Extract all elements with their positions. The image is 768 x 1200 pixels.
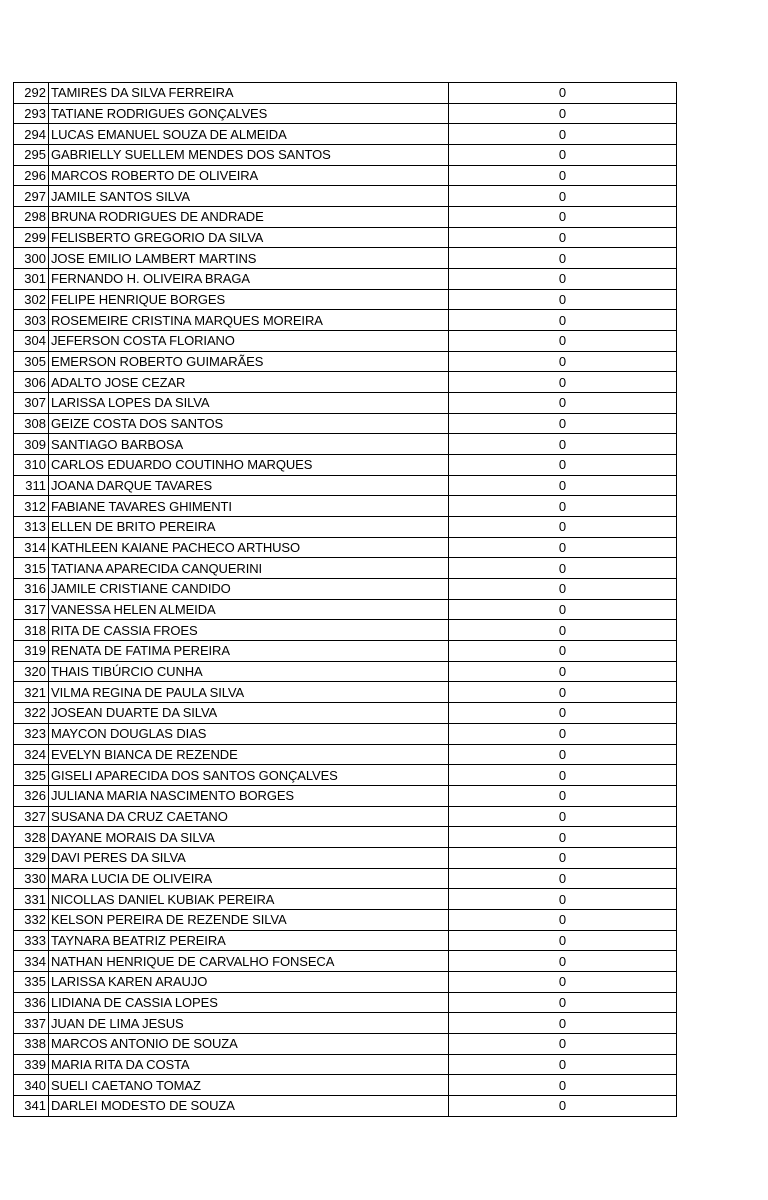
row-number: 308	[14, 413, 49, 434]
candidate-name: MARIA RITA DA COSTA	[49, 1054, 449, 1075]
candidate-score: 0	[449, 847, 677, 868]
results-table	[13, 82, 677, 1117]
row-number: 326	[14, 785, 49, 806]
candidate-score: 0	[449, 310, 677, 331]
table-row	[14, 785, 677, 806]
row-number: 299	[14, 227, 49, 248]
candidate-name: KELSON PEREIRA DE REZENDE SILVA	[49, 909, 449, 930]
row-number: 317	[14, 599, 49, 620]
row-number: 327	[14, 806, 49, 827]
row-number: 319	[14, 641, 49, 662]
candidate-name: FELISBERTO GREGORIO DA SILVA	[49, 227, 449, 248]
table-row	[14, 289, 677, 310]
table-row	[14, 930, 677, 951]
results-table-body	[14, 83, 677, 1117]
candidate-score: 0	[449, 661, 677, 682]
table-row	[14, 145, 677, 166]
candidate-score: 0	[449, 909, 677, 930]
candidate-score: 0	[449, 269, 677, 290]
table-row	[14, 868, 677, 889]
table-row	[14, 372, 677, 393]
candidate-score: 0	[449, 496, 677, 517]
table-row	[14, 351, 677, 372]
candidate-name: MARCOS ANTONIO DE SOUZA	[49, 1033, 449, 1054]
row-number: 294	[14, 124, 49, 145]
table-row	[14, 889, 677, 910]
candidate-name: DARLEI MODESTO DE SOUZA	[49, 1095, 449, 1116]
candidate-name: TATIANE RODRIGUES GONÇALVES	[49, 103, 449, 124]
row-number: 341	[14, 1095, 49, 1116]
row-number: 292	[14, 83, 49, 104]
candidate-score: 0	[449, 103, 677, 124]
row-number: 336	[14, 992, 49, 1013]
row-number: 334	[14, 951, 49, 972]
table-row	[14, 227, 677, 248]
table-row	[14, 909, 677, 930]
candidate-score: 0	[449, 455, 677, 476]
table-row	[14, 744, 677, 765]
row-number: 296	[14, 165, 49, 186]
row-number: 321	[14, 682, 49, 703]
candidate-name: VILMA REGINA DE PAULA SILVA	[49, 682, 449, 703]
candidate-name: MARA LUCIA DE OLIVEIRA	[49, 868, 449, 889]
candidate-name: EVELYN BIANCA DE REZENDE	[49, 744, 449, 765]
candidate-name: SANTIAGO BARBOSA	[49, 434, 449, 455]
candidate-name: EMERSON ROBERTO GUIMARÃES	[49, 351, 449, 372]
row-number: 309	[14, 434, 49, 455]
row-number: 318	[14, 620, 49, 641]
table-row	[14, 951, 677, 972]
table-row	[14, 475, 677, 496]
table-row	[14, 124, 677, 145]
row-number: 324	[14, 744, 49, 765]
candidate-score: 0	[449, 1054, 677, 1075]
row-number: 302	[14, 289, 49, 310]
candidate-name: GABRIELLY SUELLEM MENDES DOS SANTOS	[49, 145, 449, 166]
table-row	[14, 723, 677, 744]
row-number: 337	[14, 1013, 49, 1034]
candidate-score: 0	[449, 930, 677, 951]
row-number: 300	[14, 248, 49, 269]
row-number: 314	[14, 537, 49, 558]
candidate-name: FABIANE TAVARES GHIMENTI	[49, 496, 449, 517]
candidate-score: 0	[449, 186, 677, 207]
candidate-score: 0	[449, 1013, 677, 1034]
candidate-name: JULIANA MARIA NASCIMENTO BORGES	[49, 785, 449, 806]
candidate-name: RENATA DE FATIMA PEREIRA	[49, 641, 449, 662]
candidate-score: 0	[449, 83, 677, 104]
candidate-score: 0	[449, 703, 677, 724]
candidate-name: JOANA DARQUE TAVARES	[49, 475, 449, 496]
row-number: 295	[14, 145, 49, 166]
candidate-name: LARISSA KAREN ARAUJO	[49, 971, 449, 992]
table-row	[14, 661, 677, 682]
row-number: 329	[14, 847, 49, 868]
row-number: 331	[14, 889, 49, 910]
row-number: 338	[14, 1033, 49, 1054]
candidate-score: 0	[449, 951, 677, 972]
table-row	[14, 1033, 677, 1054]
candidate-score: 0	[449, 682, 677, 703]
candidate-score: 0	[449, 331, 677, 352]
candidate-score: 0	[449, 744, 677, 765]
table-row	[14, 1095, 677, 1116]
row-number: 325	[14, 765, 49, 786]
candidate-name: VANESSA HELEN ALMEIDA	[49, 599, 449, 620]
candidate-score: 0	[449, 1033, 677, 1054]
candidate-score: 0	[449, 351, 677, 372]
table-row	[14, 579, 677, 600]
candidate-name: DAVI PERES DA SILVA	[49, 847, 449, 868]
candidate-name: FERNANDO H. OLIVEIRA BRAGA	[49, 269, 449, 290]
candidate-name: ROSEMEIRE CRISTINA MARQUES MOREIRA	[49, 310, 449, 331]
row-number: 339	[14, 1054, 49, 1075]
table-row	[14, 165, 677, 186]
table-row	[14, 496, 677, 517]
row-number: 310	[14, 455, 49, 476]
candidate-score: 0	[449, 1095, 677, 1116]
candidate-score: 0	[449, 517, 677, 538]
candidate-score: 0	[449, 599, 677, 620]
table-row	[14, 331, 677, 352]
candidate-score: 0	[449, 248, 677, 269]
table-row	[14, 847, 677, 868]
table-row	[14, 413, 677, 434]
table-row	[14, 1075, 677, 1096]
table-row	[14, 269, 677, 290]
row-number: 322	[14, 703, 49, 724]
candidate-score: 0	[449, 827, 677, 848]
candidate-score: 0	[449, 765, 677, 786]
candidate-name: LARISSA LOPES DA SILVA	[49, 393, 449, 414]
table-row	[14, 641, 677, 662]
candidate-name: FELIPE HENRIQUE BORGES	[49, 289, 449, 310]
candidate-score: 0	[449, 434, 677, 455]
candidate-name: ADALTO JOSE CEZAR	[49, 372, 449, 393]
table-row	[14, 434, 677, 455]
candidate-name: NICOLLAS DANIEL KUBIAK PEREIRA	[49, 889, 449, 910]
table-row	[14, 703, 677, 724]
row-number: 316	[14, 579, 49, 600]
table-row	[14, 248, 677, 269]
candidate-name: SUSANA DA CRUZ CAETANO	[49, 806, 449, 827]
candidate-score: 0	[449, 289, 677, 310]
table-row	[14, 806, 677, 827]
candidate-name: TAYNARA BEATRIZ PEREIRA	[49, 930, 449, 951]
candidate-name: CARLOS EDUARDO COUTINHO MARQUES	[49, 455, 449, 476]
candidate-name: TATIANA APARECIDA CANQUERINI	[49, 558, 449, 579]
row-number: 298	[14, 207, 49, 228]
candidate-score: 0	[449, 227, 677, 248]
row-number: 304	[14, 331, 49, 352]
row-number: 328	[14, 827, 49, 848]
candidate-name: RITA DE CASSIA FROES	[49, 620, 449, 641]
table-row	[14, 620, 677, 641]
table-row	[14, 83, 677, 104]
candidate-score: 0	[449, 785, 677, 806]
candidate-name: BRUNA RODRIGUES DE ANDRADE	[49, 207, 449, 228]
candidate-name: NATHAN HENRIQUE DE CARVALHO FONSECA	[49, 951, 449, 972]
table-row	[14, 992, 677, 1013]
candidate-score: 0	[449, 868, 677, 889]
candidate-score: 0	[449, 145, 677, 166]
candidate-score: 0	[449, 475, 677, 496]
table-row	[14, 393, 677, 414]
row-number: 305	[14, 351, 49, 372]
candidate-name: TAMIRES DA SILVA FERREIRA	[49, 83, 449, 104]
table-row	[14, 1013, 677, 1034]
row-number: 335	[14, 971, 49, 992]
candidate-score: 0	[449, 165, 677, 186]
candidate-score: 0	[449, 393, 677, 414]
candidate-score: 0	[449, 641, 677, 662]
table-row	[14, 517, 677, 538]
candidate-score: 0	[449, 971, 677, 992]
row-number: 311	[14, 475, 49, 496]
table-row	[14, 558, 677, 579]
candidate-name: THAIS TIBÚRCIO CUNHA	[49, 661, 449, 682]
table-row	[14, 537, 677, 558]
candidate-name: JEFERSON COSTA FLORIANO	[49, 331, 449, 352]
candidate-name: GISELI APARECIDA DOS SANTOS GONÇALVES	[49, 765, 449, 786]
row-number: 323	[14, 723, 49, 744]
row-number: 312	[14, 496, 49, 517]
candidate-score: 0	[449, 124, 677, 145]
table-row	[14, 186, 677, 207]
row-number: 340	[14, 1075, 49, 1096]
table-row	[14, 682, 677, 703]
candidate-score: 0	[449, 806, 677, 827]
candidate-score: 0	[449, 992, 677, 1013]
table-row	[14, 599, 677, 620]
candidate-score: 0	[449, 558, 677, 579]
row-number: 297	[14, 186, 49, 207]
candidate-name: JUAN DE LIMA JESUS	[49, 1013, 449, 1034]
candidate-score: 0	[449, 372, 677, 393]
row-number: 315	[14, 558, 49, 579]
candidate-name: MAYCON DOUGLAS DIAS	[49, 723, 449, 744]
candidate-name: LIDIANA DE CASSIA LOPES	[49, 992, 449, 1013]
candidate-score: 0	[449, 537, 677, 558]
candidate-name: KATHLEEN KAIANE PACHECO ARTHUSO	[49, 537, 449, 558]
candidate-name: JOSEAN DUARTE DA SILVA	[49, 703, 449, 724]
row-number: 330	[14, 868, 49, 889]
table-row	[14, 207, 677, 228]
candidate-score: 0	[449, 723, 677, 744]
candidate-score: 0	[449, 620, 677, 641]
row-number: 303	[14, 310, 49, 331]
candidate-name: LUCAS EMANUEL SOUZA DE ALMEIDA	[49, 124, 449, 145]
candidate-name: SUELI CAETANO TOMAZ	[49, 1075, 449, 1096]
candidate-name: MARCOS ROBERTO DE OLIVEIRA	[49, 165, 449, 186]
candidate-score: 0	[449, 889, 677, 910]
candidate-score: 0	[449, 579, 677, 600]
candidate-name: JAMILE SANTOS SILVA	[49, 186, 449, 207]
candidate-score: 0	[449, 207, 677, 228]
candidate-score: 0	[449, 413, 677, 434]
candidate-name: DAYANE MORAIS DA SILVA	[49, 827, 449, 848]
table-row	[14, 765, 677, 786]
candidate-name: GEIZE COSTA DOS SANTOS	[49, 413, 449, 434]
table-row	[14, 455, 677, 476]
row-number: 306	[14, 372, 49, 393]
candidate-name: ELLEN DE BRITO PEREIRA	[49, 517, 449, 538]
row-number: 307	[14, 393, 49, 414]
table-row	[14, 310, 677, 331]
candidate-score: 0	[449, 1075, 677, 1096]
row-number: 301	[14, 269, 49, 290]
candidate-name: JOSE EMILIO LAMBERT MARTINS	[49, 248, 449, 269]
row-number: 293	[14, 103, 49, 124]
table-row	[14, 827, 677, 848]
table-row	[14, 103, 677, 124]
row-number: 320	[14, 661, 49, 682]
candidate-name: JAMILE CRISTIANE CANDIDO	[49, 579, 449, 600]
row-number: 332	[14, 909, 49, 930]
row-number: 313	[14, 517, 49, 538]
table-row	[14, 1054, 677, 1075]
table-row	[14, 971, 677, 992]
row-number: 333	[14, 930, 49, 951]
